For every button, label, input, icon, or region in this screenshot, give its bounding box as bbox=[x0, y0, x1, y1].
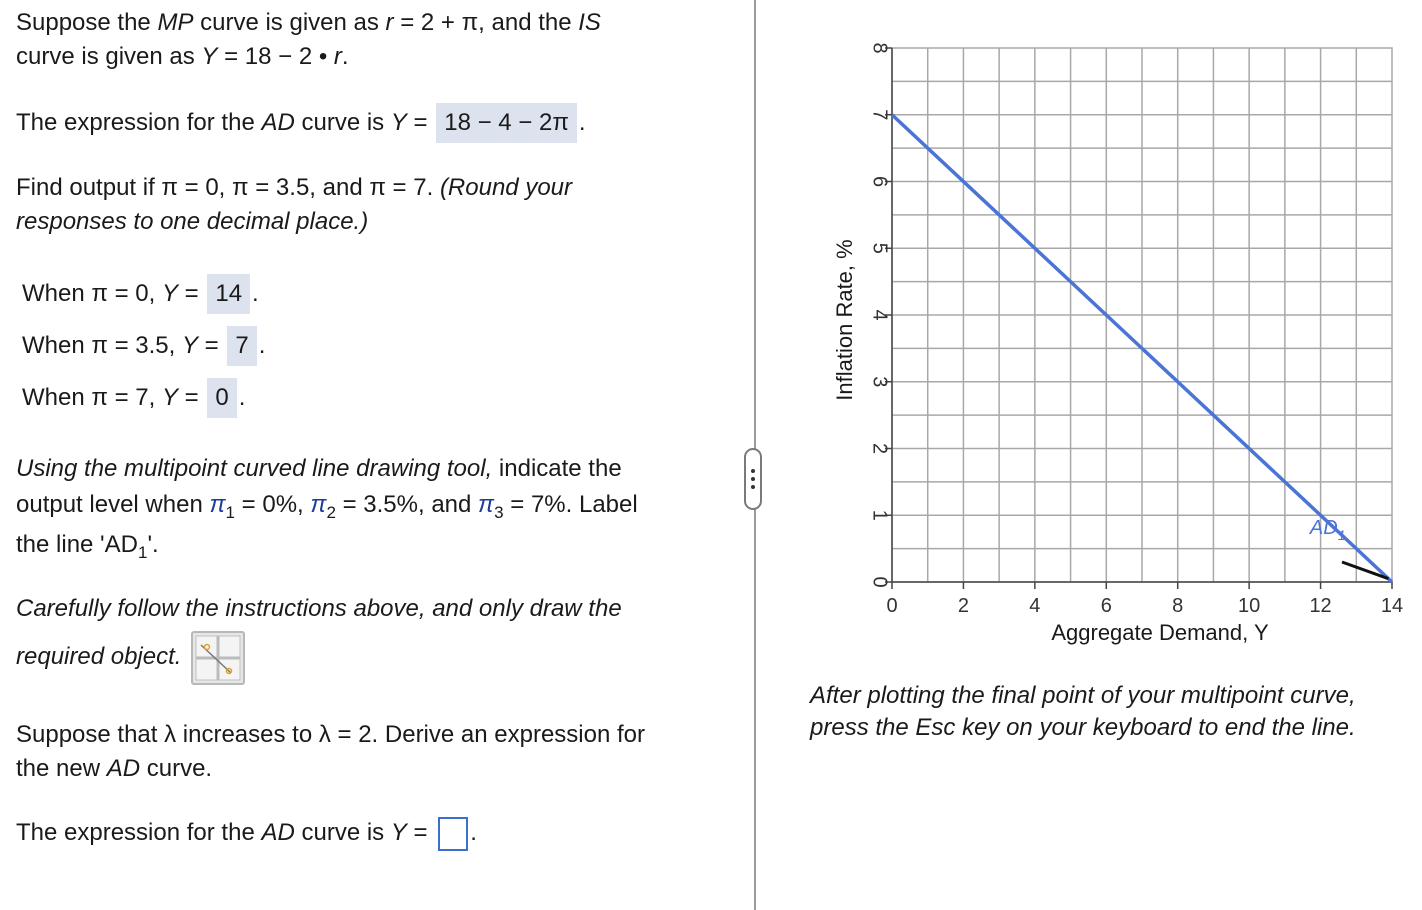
x-tick-label: 2 bbox=[957, 595, 969, 617]
lambda-line2: the new AD curve. bbox=[16, 755, 213, 782]
y-axis-label: Inflation Rate, % bbox=[832, 239, 857, 401]
ad-expression-answer[interactable]: 18 − 4 − 2π bbox=[436, 103, 577, 143]
using-tool-line3: the line '$AD_1$'. bbox=[16, 531, 159, 562]
using-tool-line2: output level when $\pi_1 = 0\%$, $\pi_2 = 3.5\%$, and $\pi_3 = 7\%$. Label bbox=[16, 491, 638, 522]
ad1-curve-label-subscript: 1 bbox=[1337, 526, 1346, 543]
x-tick-label: 8 bbox=[1172, 595, 1184, 617]
ad-expression-line: The expression for the AD curve is Y = 18 − 4 − 2π . bbox=[16, 103, 586, 143]
using-tool-line1: Using the multipoint curved line drawing tool, indicate the bbox=[16, 455, 622, 482]
careful-line1: Carefully follow the instructions above, and only draw the bbox=[16, 595, 622, 622]
y-tick-label: 7 bbox=[868, 109, 891, 121]
y-tick-label: 2 bbox=[868, 442, 891, 455]
y-tick-label: 1 bbox=[868, 509, 891, 521]
y-tick-label: 0 bbox=[868, 576, 891, 588]
x-tick-label: 4 bbox=[1029, 595, 1041, 617]
x-tick-label: 6 bbox=[1100, 595, 1112, 617]
when-pi-3-5-line: When π = 3.5, Y = 7 . bbox=[22, 326, 265, 366]
ad-graph[interactable] bbox=[800, 20, 1420, 680]
x-tick-label: 14 bbox=[1380, 595, 1404, 617]
y-tick-label: 8 bbox=[868, 42, 891, 54]
problem-intro-line1: Suppose the MP curve is given as r = 2 + π, and the IS bbox=[16, 9, 601, 36]
x-tick-label: 12 bbox=[1309, 595, 1332, 617]
x-tick-label: 10 bbox=[1238, 595, 1261, 617]
find-output-line1: Find output if π = 0, π = 3.5, and π = 7. (Round your bbox=[16, 174, 573, 201]
when-pi-7-answer[interactable]: 0 bbox=[207, 378, 236, 418]
graph-instructions: After plotting the final point of your multipoint curve, press the Esc key on your keyboard to end the line. bbox=[810, 682, 1356, 741]
multipoint-curve-tool-icon[interactable] bbox=[191, 631, 245, 685]
y-tick-label: 3 bbox=[868, 376, 891, 388]
lambda-line1: Suppose that λ increases to λ = 2. Derive an expression for bbox=[16, 721, 646, 748]
when-pi-0-answer[interactable]: 14 bbox=[207, 274, 250, 314]
when-pi-0-line: When π = 0, Y = 14 . bbox=[22, 274, 259, 314]
x-axis-label: Aggregate Demand, Y bbox=[1051, 620, 1269, 645]
careful-line2: required object. bbox=[16, 630, 245, 685]
final-expression-line: The expression for the AD curve is Y = . bbox=[16, 816, 477, 851]
problem-intro-line2: curve is given as Y = 18 − 2 • r. bbox=[16, 43, 349, 70]
find-output-line2: responses to one decimal place.) bbox=[16, 208, 369, 235]
y-tick-label: 4 bbox=[868, 309, 891, 321]
panel-resize-handle[interactable] bbox=[744, 448, 762, 510]
ad1-curve-label: $AD_1$ bbox=[1309, 516, 1346, 543]
when-pi-3-5-answer[interactable]: 7 bbox=[227, 326, 256, 366]
new-ad-expression-input[interactable] bbox=[438, 817, 468, 851]
y-tick-label: 5 bbox=[868, 242, 891, 254]
y-tick-label: 6 bbox=[868, 175, 891, 188]
x-tick-label: 0 bbox=[886, 595, 898, 617]
when-pi-7-line: When π = 7, Y = 0 . bbox=[22, 378, 245, 418]
